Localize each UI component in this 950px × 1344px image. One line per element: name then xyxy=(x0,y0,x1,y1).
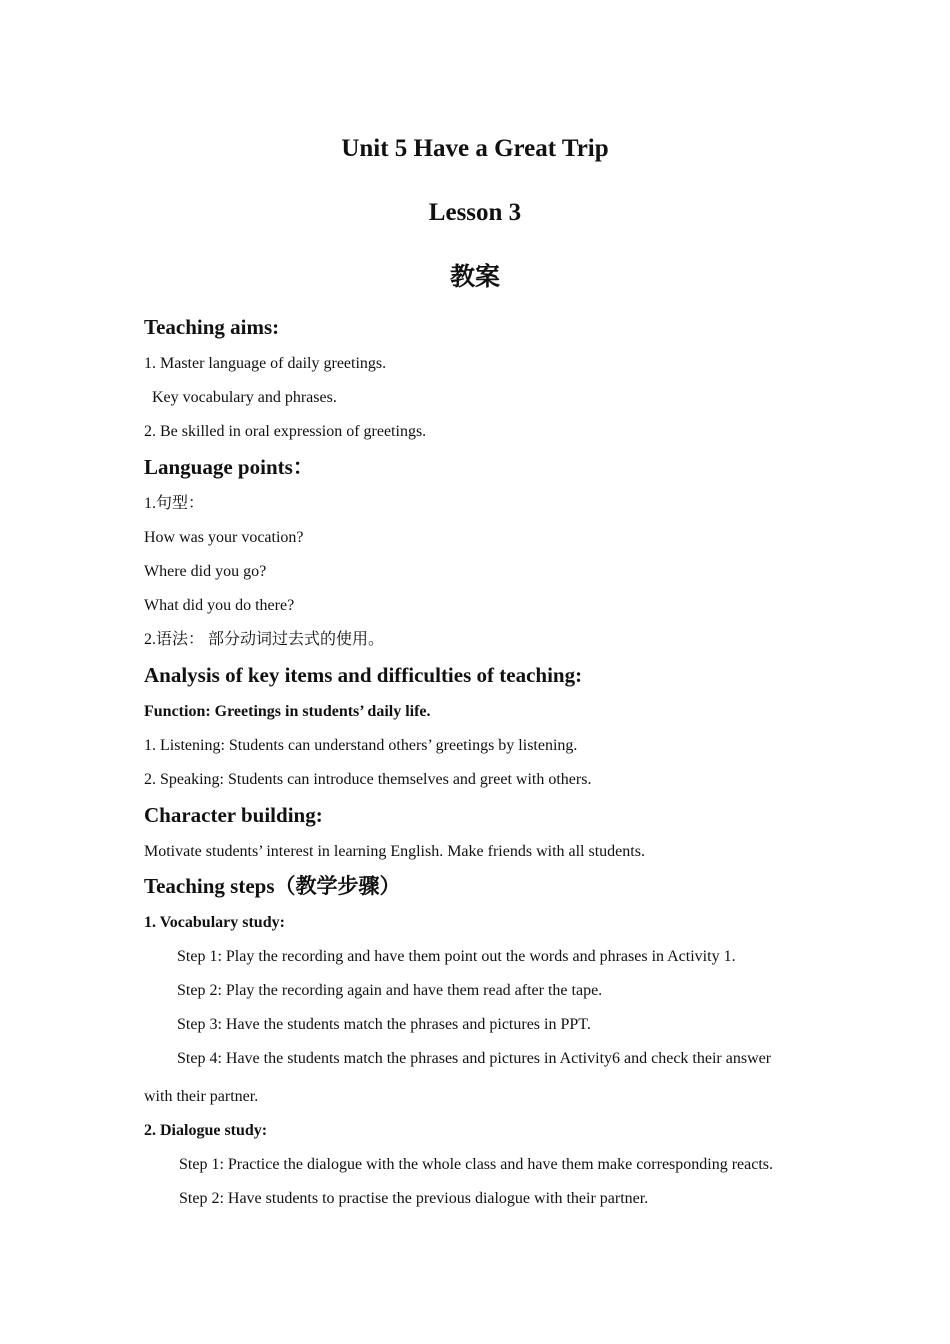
teaching-aim-item: 1. Master language of daily greetings. xyxy=(144,355,387,372)
function-statement: Function: Greetings in students’ daily life. xyxy=(144,703,431,720)
analysis-item: 2. Speaking: Students can introduce themselves and greet with others. xyxy=(144,771,592,788)
character-building-text: Motivate students’ interest in learning English. Make friends with all students. xyxy=(144,843,645,860)
dialogue-step: Step 2: Have students to practise the previous dialogue with their partner. xyxy=(179,1190,649,1207)
vocabulary-study-heading: 1. Vocabulary study: xyxy=(144,914,285,931)
vocabulary-step: Step 4: Have the students match the phrases and pictures in Activity6 and check their answer xyxy=(177,1050,772,1067)
teaching-aim-item: 2. Be skilled in oral expression of greetings. xyxy=(144,423,427,440)
vocabulary-step-continued: with their partner. xyxy=(144,1088,259,1105)
teaching-steps-heading: Teaching steps（教学步骤） xyxy=(144,874,401,898)
sentence-pattern: What did you do there? xyxy=(144,597,295,614)
grammar-point: 2.语法： 部分动词过去式的使用。 xyxy=(144,631,385,648)
sentence-pattern-label: 1.句型： xyxy=(144,495,205,512)
unit-title: Unit 5 Have a Great Trip xyxy=(341,135,609,162)
dialogue-study-heading: 2. Dialogue study: xyxy=(144,1122,268,1139)
analysis-heading: Analysis of key items and difficulties of teaching: xyxy=(144,663,583,687)
vocabulary-step: Step 1: Play the recording and have them point out the words and phrases in Activity 1. xyxy=(177,948,736,965)
analysis-item: 1. Listening: Students can understand others’ greetings by listening. xyxy=(144,737,578,754)
vocabulary-step: Step 2: Play the recording again and have them read after the tape. xyxy=(177,982,603,999)
character-building-heading: Character building: xyxy=(144,803,323,827)
lesson-plan-subtitle: 教案 xyxy=(449,262,500,291)
teaching-aim-item: Key vocabulary and phrases. xyxy=(152,389,337,406)
sentence-pattern: How was your vocation? xyxy=(144,529,304,546)
dialogue-step: Step 1: Practice the dialogue with the whole class and have them make corresponding reacts. xyxy=(179,1156,774,1173)
vocabulary-step: Step 3: Have the students match the phrases and pictures in PPT. xyxy=(177,1016,591,1033)
sentence-pattern: Where did you go? xyxy=(144,563,267,580)
lesson-title: Lesson 3 xyxy=(428,199,522,226)
language-points-heading: Language points： xyxy=(144,455,314,479)
teaching-aims-heading: Teaching aims: xyxy=(144,315,280,339)
